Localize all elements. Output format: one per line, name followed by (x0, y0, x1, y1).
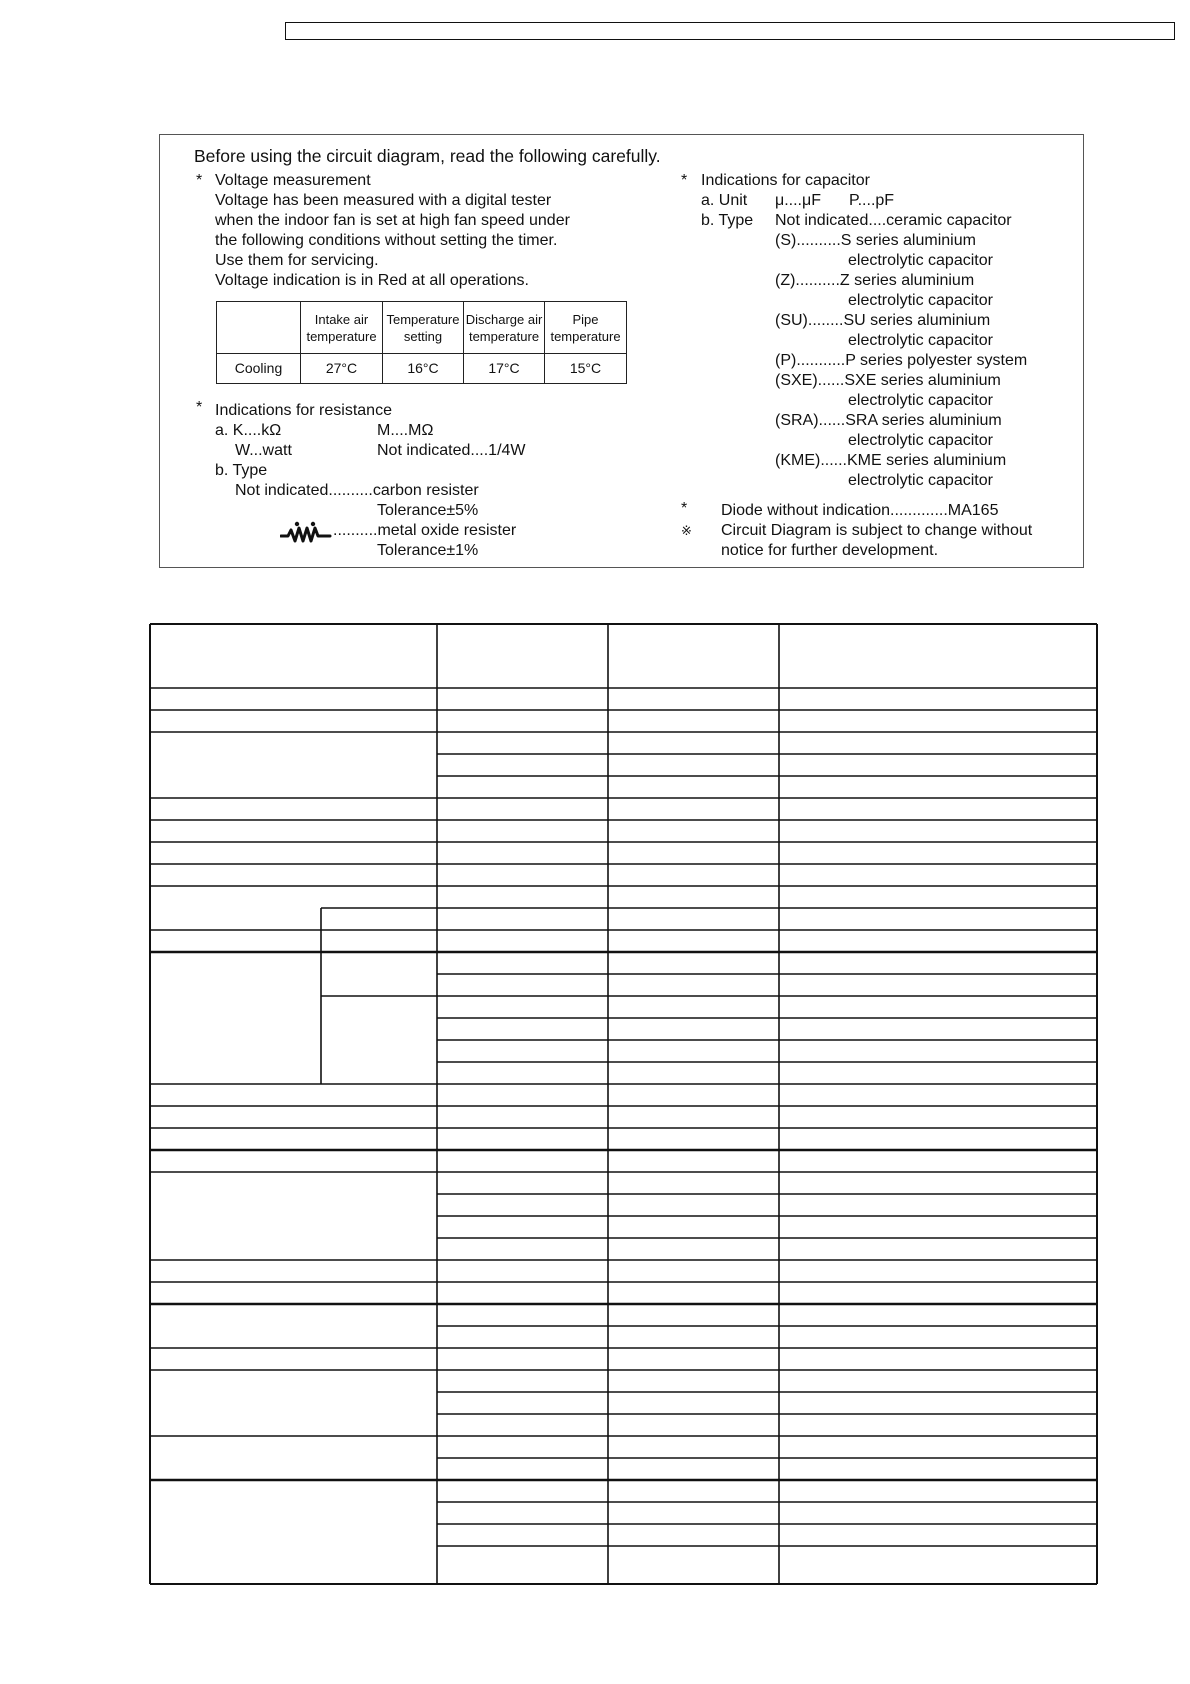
voltage-conditions-table (216, 301, 627, 384)
capacitor-title: Indications for capacitor (701, 172, 870, 189)
capacitor-type-code: (SU)........SU series aluminium (775, 312, 991, 329)
capacitor-type-cont: electrolytic capacitor (848, 292, 993, 309)
resistance-unit-k: a. K....kΩ (215, 422, 282, 439)
resistance-type-label: b. Type (215, 462, 268, 479)
capacitor-unit-label: a. Unit (701, 192, 748, 209)
voltage-star: * (196, 172, 203, 189)
capacitor-type-label: b. Type (701, 212, 754, 229)
capacitor-type-code: (SXE)......SXE series aluminium (775, 372, 1001, 389)
capacitor-type-cont: electrolytic capacitor (848, 472, 993, 489)
value-temperature-setting: 16°C (383, 354, 464, 384)
circuit-note-mark: ※ (681, 523, 692, 538)
header-discharge-air: Discharge air temperature (464, 302, 545, 354)
resistance-oxide-tolerance: Tolerance±1% (377, 542, 479, 559)
voltage-line: when the indoor fan is set at high fan speed under (215, 212, 570, 229)
voltage-line: the following conditions without setting the timer. (215, 232, 558, 249)
row-label-cooling: Cooling (217, 354, 301, 384)
circuit-note-line: Circuit Diagram is subject to change without (721, 522, 1033, 539)
resistance-unit-default: Not indicated....1/4W (377, 442, 526, 459)
capacitor-type-code: (KME)......KME series aluminium (775, 452, 1007, 469)
resistance-star: * (196, 399, 203, 416)
diode-note: Diode without indication.............MA165 (721, 502, 999, 519)
diode-star: * (681, 500, 688, 517)
capacitor-type-cont: electrolytic capacitor (848, 392, 993, 409)
capacitor-unit-p: P....pF (849, 192, 895, 209)
page-header-frame (285, 22, 1175, 40)
value-discharge-air: 17°C (464, 354, 545, 384)
capacitor-star: * (681, 172, 688, 189)
value-pipe-temperature: 15°C (545, 354, 627, 384)
header-intake-air: Intake air temperature (301, 302, 383, 354)
capacitor-unit-u: μ....μF (775, 192, 821, 209)
capacitor-type-code: (P)...........P series polyester system (775, 352, 1028, 369)
circuit-notes-box (159, 134, 1084, 568)
ruled-table-lines (149, 623, 1099, 1586)
voltage-line: Use them for servicing. (215, 252, 379, 269)
resistance-unit-m: M....MΩ (377, 422, 434, 439)
voltage-line: Voltage has been measured with a digital tester (215, 192, 552, 209)
capacitor-type-cont: electrolytic capacitor (848, 252, 993, 269)
capacitor-type-code: (Z)..........Z series aluminium (775, 272, 975, 289)
metal-oxide-resistor-icon (280, 521, 332, 545)
resistance-carbon: Not indicated..........carbon resister (235, 482, 479, 499)
resistance-oxide: ..........metal oxide resister (333, 522, 517, 539)
resistance-title: Indications for resistance (215, 402, 392, 419)
voltage-title: Voltage measurement (215, 172, 371, 189)
notes-heading: Before using the circuit diagram, read the following carefully. (194, 146, 661, 166)
capacitor-type-default: Not indicated....ceramic capacitor (775, 212, 1012, 229)
empty-ruled-table (149, 623, 1099, 1586)
capacitor-type-code: (S)..........S series aluminium (775, 232, 976, 249)
capacitor-type-code: (SRA)......SRA series aluminium (775, 412, 1002, 429)
resistance-carbon-tolerance: Tolerance±5% (377, 502, 479, 519)
table-corner-cell (217, 302, 301, 354)
voltage-line: Voltage indication is in Red at all operations. (215, 272, 529, 289)
capacitor-type-cont: electrolytic capacitor (848, 432, 993, 449)
capacitor-type-cont: electrolytic capacitor (848, 332, 993, 349)
header-temperature-setting: Temperature setting (383, 302, 464, 354)
value-intake-air: 27°C (301, 354, 383, 384)
circuit-note-line: notice for further development. (721, 542, 939, 559)
header-pipe-temperature: Pipe temperature (545, 302, 627, 354)
resistance-unit-w: W...watt (235, 442, 292, 459)
